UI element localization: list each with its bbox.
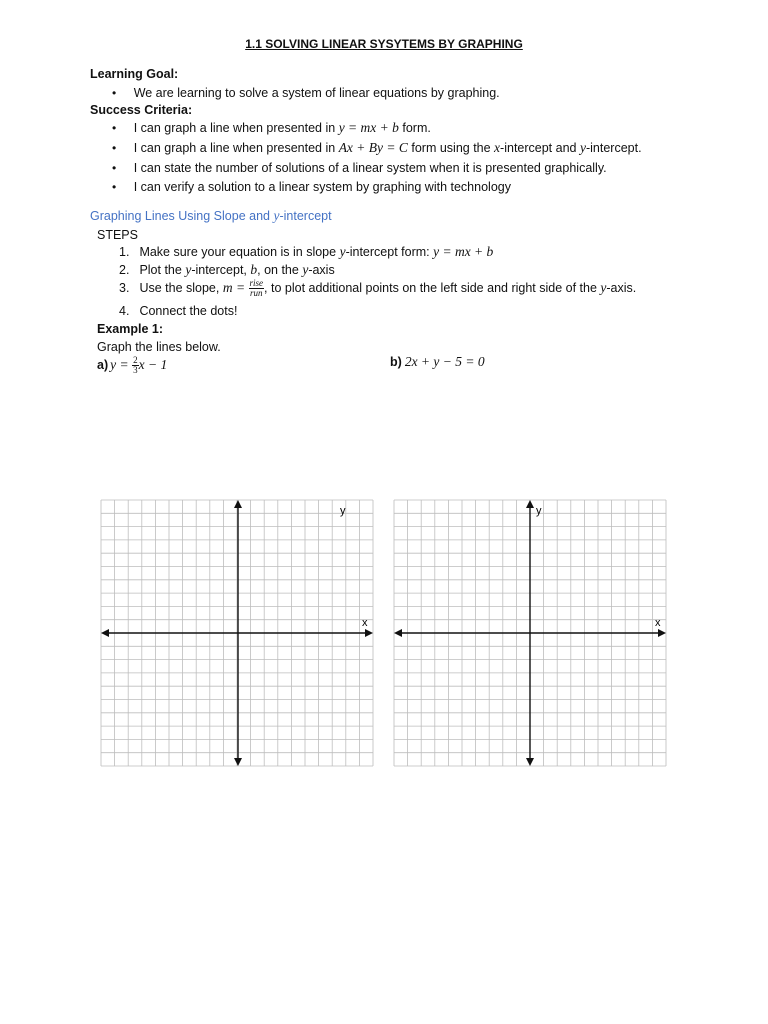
section-heading: Graphing Lines Using Slope and y-intercept bbox=[90, 208, 332, 223]
steps-label: STEPS bbox=[97, 228, 138, 242]
learning-goal-heading: Learning Goal: bbox=[90, 67, 179, 81]
criteria-item: • I can state the number of solutions of a linear system when it is presented graphically. bbox=[112, 161, 607, 175]
example-b-equation: b) 2x + y − 5 = 0 bbox=[390, 354, 485, 369]
x-axis-arrow-right bbox=[658, 629, 666, 637]
step-item: 3. Use the slope, m = $\frac{\text{rise}}{\text{run}}$ , to plot additional points on the left side and right side of the y-axis. bbox=[119, 278, 637, 298]
x-axis-arrow-left bbox=[394, 629, 402, 637]
bullet-icon: • bbox=[112, 121, 117, 135]
bullet-icon: • bbox=[112, 180, 117, 194]
example-a-fraction: $\frac{2}{3}$ bbox=[133, 355, 138, 375]
x-axis-arrow-right bbox=[365, 629, 373, 637]
y-axis-arrow-down bbox=[234, 758, 242, 766]
slope-fraction: $\frac{\text{rise}}{\text{run}}$ bbox=[249, 278, 264, 298]
y-axis-label: y bbox=[340, 505, 346, 517]
bullet-icon: • bbox=[112, 141, 117, 155]
learning-goal-item: • We are learning to solve a system of linear equations by graphing. bbox=[112, 86, 500, 100]
criteria-item: • I can verify a solution to a linear system by graphing with technology bbox=[112, 180, 511, 194]
y-axis-arrow-down bbox=[526, 758, 534, 766]
example-a-equation: a) y = $\frac{2}{3}$ x − 1 bbox=[97, 355, 168, 375]
y-axis-arrow-up bbox=[234, 500, 242, 508]
page-title: 1.1 SOLVING LINEAR SYSYTEMS BY GRAPHING bbox=[245, 37, 523, 51]
x-axis-label: x bbox=[362, 617, 368, 629]
x-axis-arrow-left bbox=[101, 629, 109, 637]
y-axis-arrow-up bbox=[526, 500, 534, 508]
bullet-icon: • bbox=[112, 86, 117, 100]
example-heading: Example 1: bbox=[97, 322, 164, 336]
success-criteria-heading: Success Criteria: bbox=[90, 103, 193, 117]
coordinate-grid-b[interactable] bbox=[389, 495, 673, 771]
step-item: 1. Make sure your equation is in slope y-intercept form: y = mx + b bbox=[119, 244, 494, 259]
criteria-item: • I can graph a line when presented in Ax + By = C form using the x-intercept and y-intercept. bbox=[112, 140, 642, 155]
y-axis-label: y bbox=[536, 505, 542, 517]
coordinate-grid-a[interactable] bbox=[96, 495, 380, 771]
example-instruction: Graph the lines below. bbox=[97, 340, 221, 354]
step-item: 2. Plot the y-intercept, b, on the y-axis bbox=[119, 262, 335, 277]
criteria-item: • I can graph a line when presented in y = mx + b form. bbox=[112, 120, 431, 135]
x-axis-label: x bbox=[655, 617, 661, 629]
bullet-icon: • bbox=[112, 161, 117, 175]
step-item: 4. Connect the dots! bbox=[119, 304, 238, 318]
